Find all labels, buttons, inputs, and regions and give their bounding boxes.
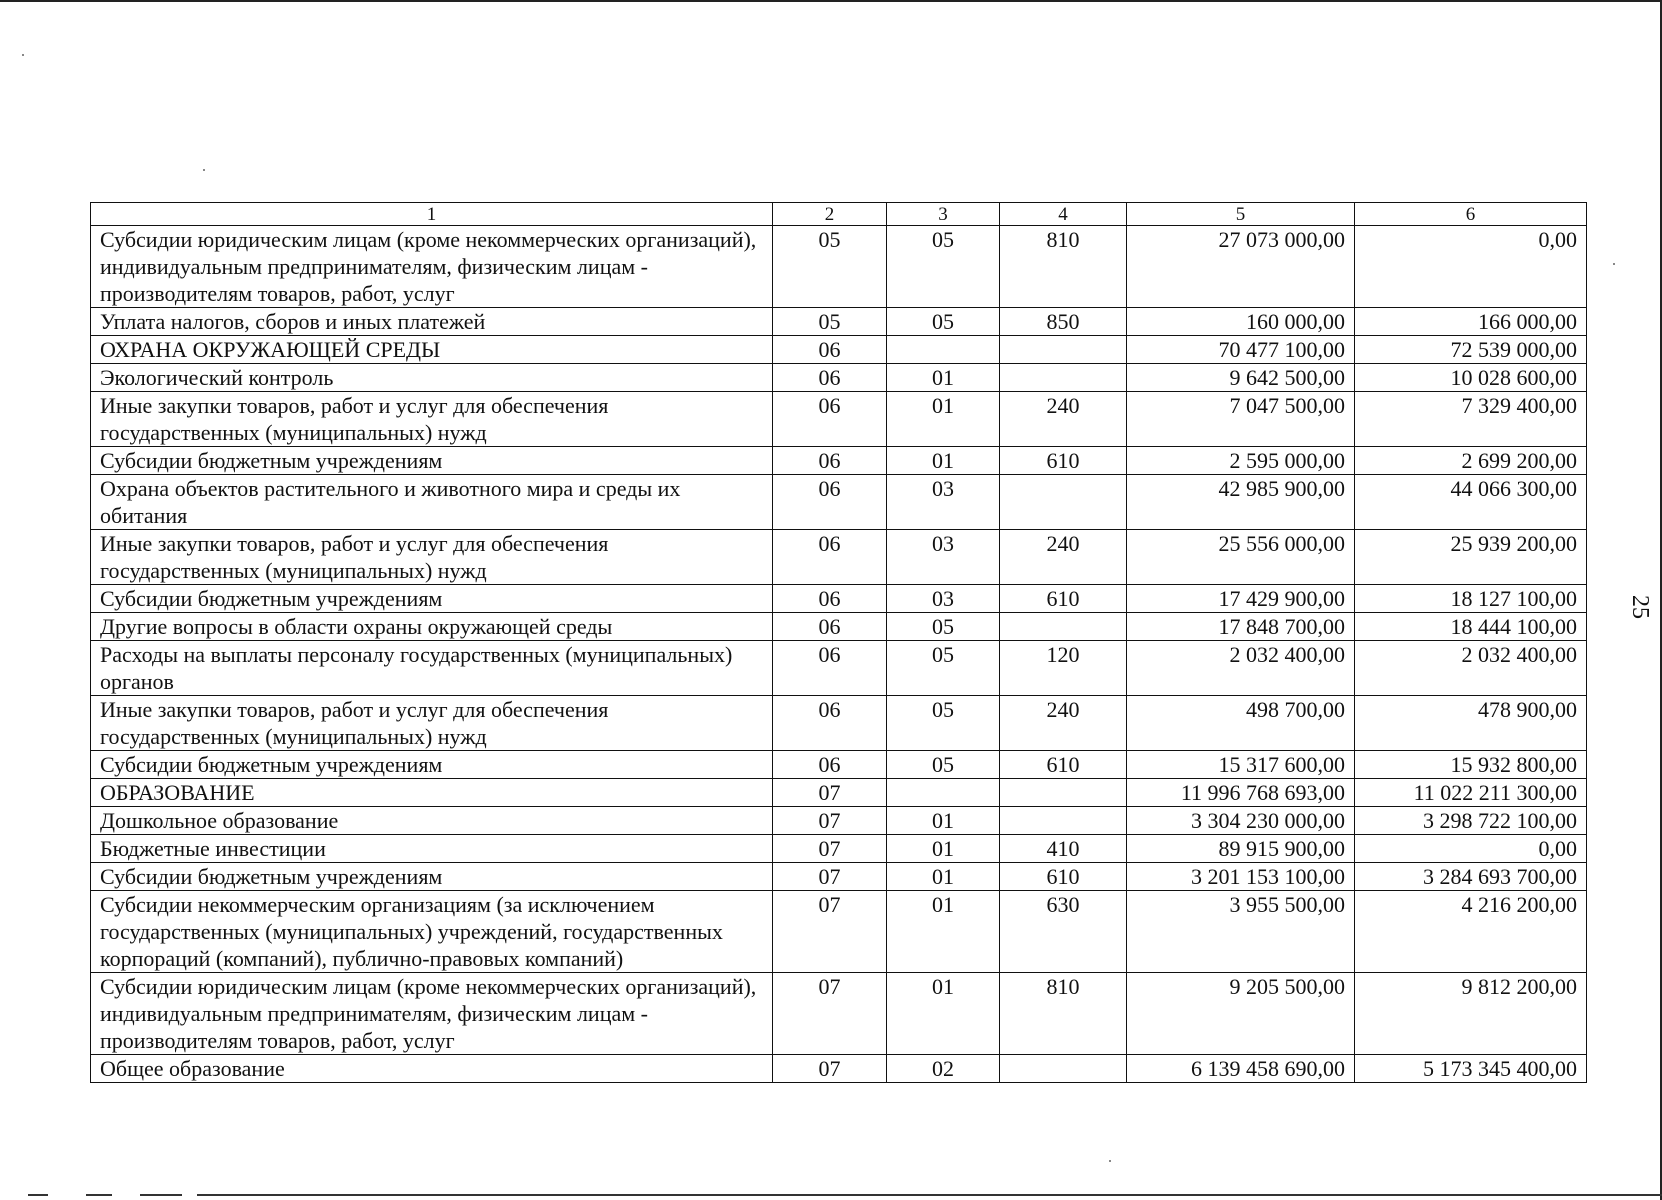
- table-row: [91, 835, 1587, 863]
- expense-name-cell: ОХРАНА ОКРУЖАЮЩЕЙ СРЕДЫ: [91, 336, 773, 364]
- expense-name-cell: Иные закупки товаров, работ и услуг для обеспечения государственных (муниципальных) нужд: [91, 530, 773, 585]
- expense-name-cell: Субсидии некоммерческим организациям (за исключением государственных (муниципальных) учреждений, государственных корпораций (компаний), публично-правовых компаний): [91, 891, 773, 973]
- expense-name-cell: Субсидии бюджетным учреждениям: [91, 751, 773, 779]
- section-code-cell: 06: [773, 751, 887, 779]
- amount-col5-cell: 2 595 000,00: [1127, 447, 1355, 475]
- table-row: [91, 475, 1587, 530]
- expense-name-cell: Дошкольное образование: [91, 807, 773, 835]
- section-code-cell: 05: [773, 308, 887, 336]
- expense-type-code-cell: 610: [1000, 585, 1127, 613]
- amount-col6-cell: 478 900,00: [1355, 696, 1587, 751]
- expense-name-cell: Экологический контроль: [91, 364, 773, 392]
- expense-name-cell: Иные закупки товаров, работ и услуг для обеспечения государственных (муниципальных) нужд: [91, 392, 773, 447]
- amount-col6-cell: 166 000,00: [1355, 308, 1587, 336]
- subsection-code-cell: 02: [887, 1055, 1000, 1083]
- expense-name-cell: Субсидии юридическим лицам (кроме некоммерческих организаций), индивидуальным предпринимателям, физическим лицам - производителям товаров, работ, услуг: [91, 226, 773, 308]
- subsection-code-cell: 01: [887, 364, 1000, 392]
- expense-type-code-cell: 120: [1000, 641, 1127, 696]
- table-row: [91, 392, 1587, 447]
- amount-col6-cell: 9 812 200,00: [1355, 973, 1587, 1055]
- section-code-cell: 06: [773, 696, 887, 751]
- section-code-cell: 07: [773, 779, 887, 807]
- subsection-code-cell: [887, 336, 1000, 364]
- subsection-code-cell: 01: [887, 807, 1000, 835]
- scan-speck: [22, 54, 24, 56]
- expense-name-cell: Другие вопросы в области охраны окружающей среды: [91, 613, 773, 641]
- subsection-code-cell: 01: [887, 835, 1000, 863]
- expense-name-cell: Уплата налогов, сборов и иных платежей: [91, 308, 773, 336]
- expense-type-code-cell: 630: [1000, 891, 1127, 973]
- amount-col5-cell: 498 700,00: [1127, 696, 1355, 751]
- expense-type-code-cell: 240: [1000, 530, 1127, 585]
- amount-col6-cell: 11 022 211 300,00: [1355, 779, 1587, 807]
- bottom-edge-line: [86, 1194, 112, 1196]
- expense-name-cell: Общее образование: [91, 1055, 773, 1083]
- amount-col6-cell: 0,00: [1355, 835, 1587, 863]
- expense-type-code-cell: 810: [1000, 973, 1127, 1055]
- subsection-code-cell: 05: [887, 308, 1000, 336]
- table-row: [91, 447, 1587, 475]
- table-row: [91, 585, 1587, 613]
- section-code-cell: 06: [773, 447, 887, 475]
- expense-name-cell: Бюджетные инвестиции: [91, 835, 773, 863]
- scan-speck: [1109, 1160, 1111, 1162]
- table-row: [91, 308, 1587, 336]
- section-code-cell: 07: [773, 807, 887, 835]
- amount-col5-cell: 6 139 458 690,00: [1127, 1055, 1355, 1083]
- amount-col5-cell: 42 985 900,00: [1127, 475, 1355, 530]
- table-row: [91, 613, 1587, 641]
- amount-col5-cell: 9 205 500,00: [1127, 973, 1355, 1055]
- section-code-cell: 06: [773, 530, 887, 585]
- amount-col5-cell: 9 642 500,00: [1127, 364, 1355, 392]
- table-row: [91, 641, 1587, 696]
- table-row: [91, 751, 1587, 779]
- amount-col5-cell: 15 317 600,00: [1127, 751, 1355, 779]
- amount-col5-cell: 7 047 500,00: [1127, 392, 1355, 447]
- expense-name-cell: Субсидии юридическим лицам (кроме некоммерческих организаций), индивидуальным предпринимателям, физическим лицам - производителям товаров, работ, услуг: [91, 973, 773, 1055]
- expense-type-code-cell: [1000, 475, 1127, 530]
- section-code-cell: 05: [773, 226, 887, 308]
- amount-col6-cell: 3 298 722 100,00: [1355, 807, 1587, 835]
- expense-type-code-cell: 240: [1000, 392, 1127, 447]
- amount-col6-cell: 18 444 100,00: [1355, 613, 1587, 641]
- bottom-edge-line: [28, 1194, 48, 1196]
- expense-name-cell: Расходы на выплаты персоналу государственных (муниципальных) органов: [91, 641, 773, 696]
- amount-col6-cell: 2 699 200,00: [1355, 447, 1587, 475]
- subsection-code-cell: 05: [887, 613, 1000, 641]
- table-row: [91, 226, 1587, 308]
- amount-col5-cell: 160 000,00: [1127, 308, 1355, 336]
- expense-type-code-cell: [1000, 364, 1127, 392]
- section-code-cell: 07: [773, 891, 887, 973]
- amount-col5-cell: 89 915 900,00: [1127, 835, 1355, 863]
- table-row: [91, 891, 1587, 973]
- bottom-edge-line: [197, 1194, 1662, 1196]
- subsection-code-cell: 05: [887, 641, 1000, 696]
- amount-col6-cell: 72 539 000,00: [1355, 336, 1587, 364]
- amount-col6-cell: 18 127 100,00: [1355, 585, 1587, 613]
- section-code-cell: 07: [773, 973, 887, 1055]
- table-header-row: [91, 203, 1587, 226]
- subsection-code-cell: 05: [887, 696, 1000, 751]
- section-code-cell: 06: [773, 392, 887, 447]
- expense-type-code-cell: 610: [1000, 447, 1127, 475]
- expense-name-cell: Иные закупки товаров, работ и услуг для обеспечения государственных (муниципальных) нужд: [91, 696, 773, 751]
- section-code-cell: 06: [773, 613, 887, 641]
- expense-name-cell: Охрана объектов растительного и животного мира и среды их обитания: [91, 475, 773, 530]
- amount-col5-cell: 17 429 900,00: [1127, 585, 1355, 613]
- subsection-code-cell: 01: [887, 891, 1000, 973]
- expense-type-code-cell: [1000, 779, 1127, 807]
- section-code-cell: 07: [773, 1055, 887, 1083]
- amount-col5-cell: 25 556 000,00: [1127, 530, 1355, 585]
- subsection-code-cell: 03: [887, 530, 1000, 585]
- expense-name-cell: Субсидии бюджетным учреждениям: [91, 447, 773, 475]
- column-number-header: 4: [1000, 203, 1127, 226]
- amount-col6-cell: 44 066 300,00: [1355, 475, 1587, 530]
- expense-type-code-cell: 240: [1000, 696, 1127, 751]
- scan-speck: [1613, 263, 1615, 265]
- amount-col6-cell: 0,00: [1355, 226, 1587, 308]
- section-code-cell: 07: [773, 835, 887, 863]
- section-code-cell: 06: [773, 336, 887, 364]
- subsection-code-cell: 01: [887, 973, 1000, 1055]
- expense-type-code-cell: 810: [1000, 226, 1127, 308]
- section-code-cell: 06: [773, 475, 887, 530]
- expense-type-code-cell: [1000, 1055, 1127, 1083]
- expense-type-code-cell: 610: [1000, 751, 1127, 779]
- amount-col6-cell: 10 028 600,00: [1355, 364, 1587, 392]
- subsection-code-cell: [887, 779, 1000, 807]
- amount-col5-cell: 2 032 400,00: [1127, 641, 1355, 696]
- amount-col6-cell: 7 329 400,00: [1355, 392, 1587, 447]
- expense-type-code-cell: [1000, 807, 1127, 835]
- table-row: [91, 807, 1587, 835]
- subsection-code-cell: 03: [887, 585, 1000, 613]
- expense-name-cell: ОБРАЗОВАНИЕ: [91, 779, 773, 807]
- subsection-code-cell: 03: [887, 475, 1000, 530]
- subsection-code-cell: 05: [887, 751, 1000, 779]
- table-row: [91, 1055, 1587, 1083]
- amount-col5-cell: 70 477 100,00: [1127, 336, 1355, 364]
- page-number: 25: [1627, 595, 1653, 619]
- amount-col5-cell: 3 304 230 000,00: [1127, 807, 1355, 835]
- expense-type-code-cell: 410: [1000, 835, 1127, 863]
- column-number-header: 6: [1355, 203, 1587, 226]
- expense-name-cell: Субсидии бюджетным учреждениям: [91, 863, 773, 891]
- column-number-header: 1: [91, 203, 773, 226]
- column-number-header: 2: [773, 203, 887, 226]
- amount-col6-cell: 5 173 345 400,00: [1355, 1055, 1587, 1083]
- subsection-code-cell: 05: [887, 226, 1000, 308]
- column-number-header: 5: [1127, 203, 1355, 226]
- page-top-border: [0, 0, 1662, 2]
- amount-col5-cell: 27 073 000,00: [1127, 226, 1355, 308]
- table-row: [91, 863, 1587, 891]
- table-row: [91, 973, 1587, 1055]
- table-row: [91, 364, 1587, 392]
- amount-col5-cell: 3 201 153 100,00: [1127, 863, 1355, 891]
- amount-col5-cell: 11 996 768 693,00: [1127, 779, 1355, 807]
- subsection-code-cell: 01: [887, 392, 1000, 447]
- expense-type-code-cell: 850: [1000, 308, 1127, 336]
- table-row: [91, 696, 1587, 751]
- subsection-code-cell: 01: [887, 447, 1000, 475]
- expense-name-cell: Субсидии бюджетным учреждениям: [91, 585, 773, 613]
- table-row: [91, 779, 1587, 807]
- column-number-header: 3: [887, 203, 1000, 226]
- table-row: [91, 530, 1587, 585]
- amount-col6-cell: 4 216 200,00: [1355, 891, 1587, 973]
- expense-type-code-cell: [1000, 336, 1127, 364]
- bottom-edge-line: [140, 1194, 182, 1196]
- expense-type-code-cell: 610: [1000, 863, 1127, 891]
- amount-col5-cell: 17 848 700,00: [1127, 613, 1355, 641]
- section-code-cell: 07: [773, 863, 887, 891]
- scan-speck: [203, 169, 205, 171]
- table-row: [91, 336, 1587, 364]
- expense-type-code-cell: [1000, 613, 1127, 641]
- budget-table: [90, 202, 1587, 1083]
- subsection-code-cell: 01: [887, 863, 1000, 891]
- amount-col6-cell: 3 284 693 700,00: [1355, 863, 1587, 891]
- amount-col6-cell: 2 032 400,00: [1355, 641, 1587, 696]
- amount-col6-cell: 25 939 200,00: [1355, 530, 1587, 585]
- section-code-cell: 06: [773, 585, 887, 613]
- section-code-cell: 06: [773, 364, 887, 392]
- section-code-cell: 06: [773, 641, 887, 696]
- amount-col6-cell: 15 932 800,00: [1355, 751, 1587, 779]
- amount-col5-cell: 3 955 500,00: [1127, 891, 1355, 973]
